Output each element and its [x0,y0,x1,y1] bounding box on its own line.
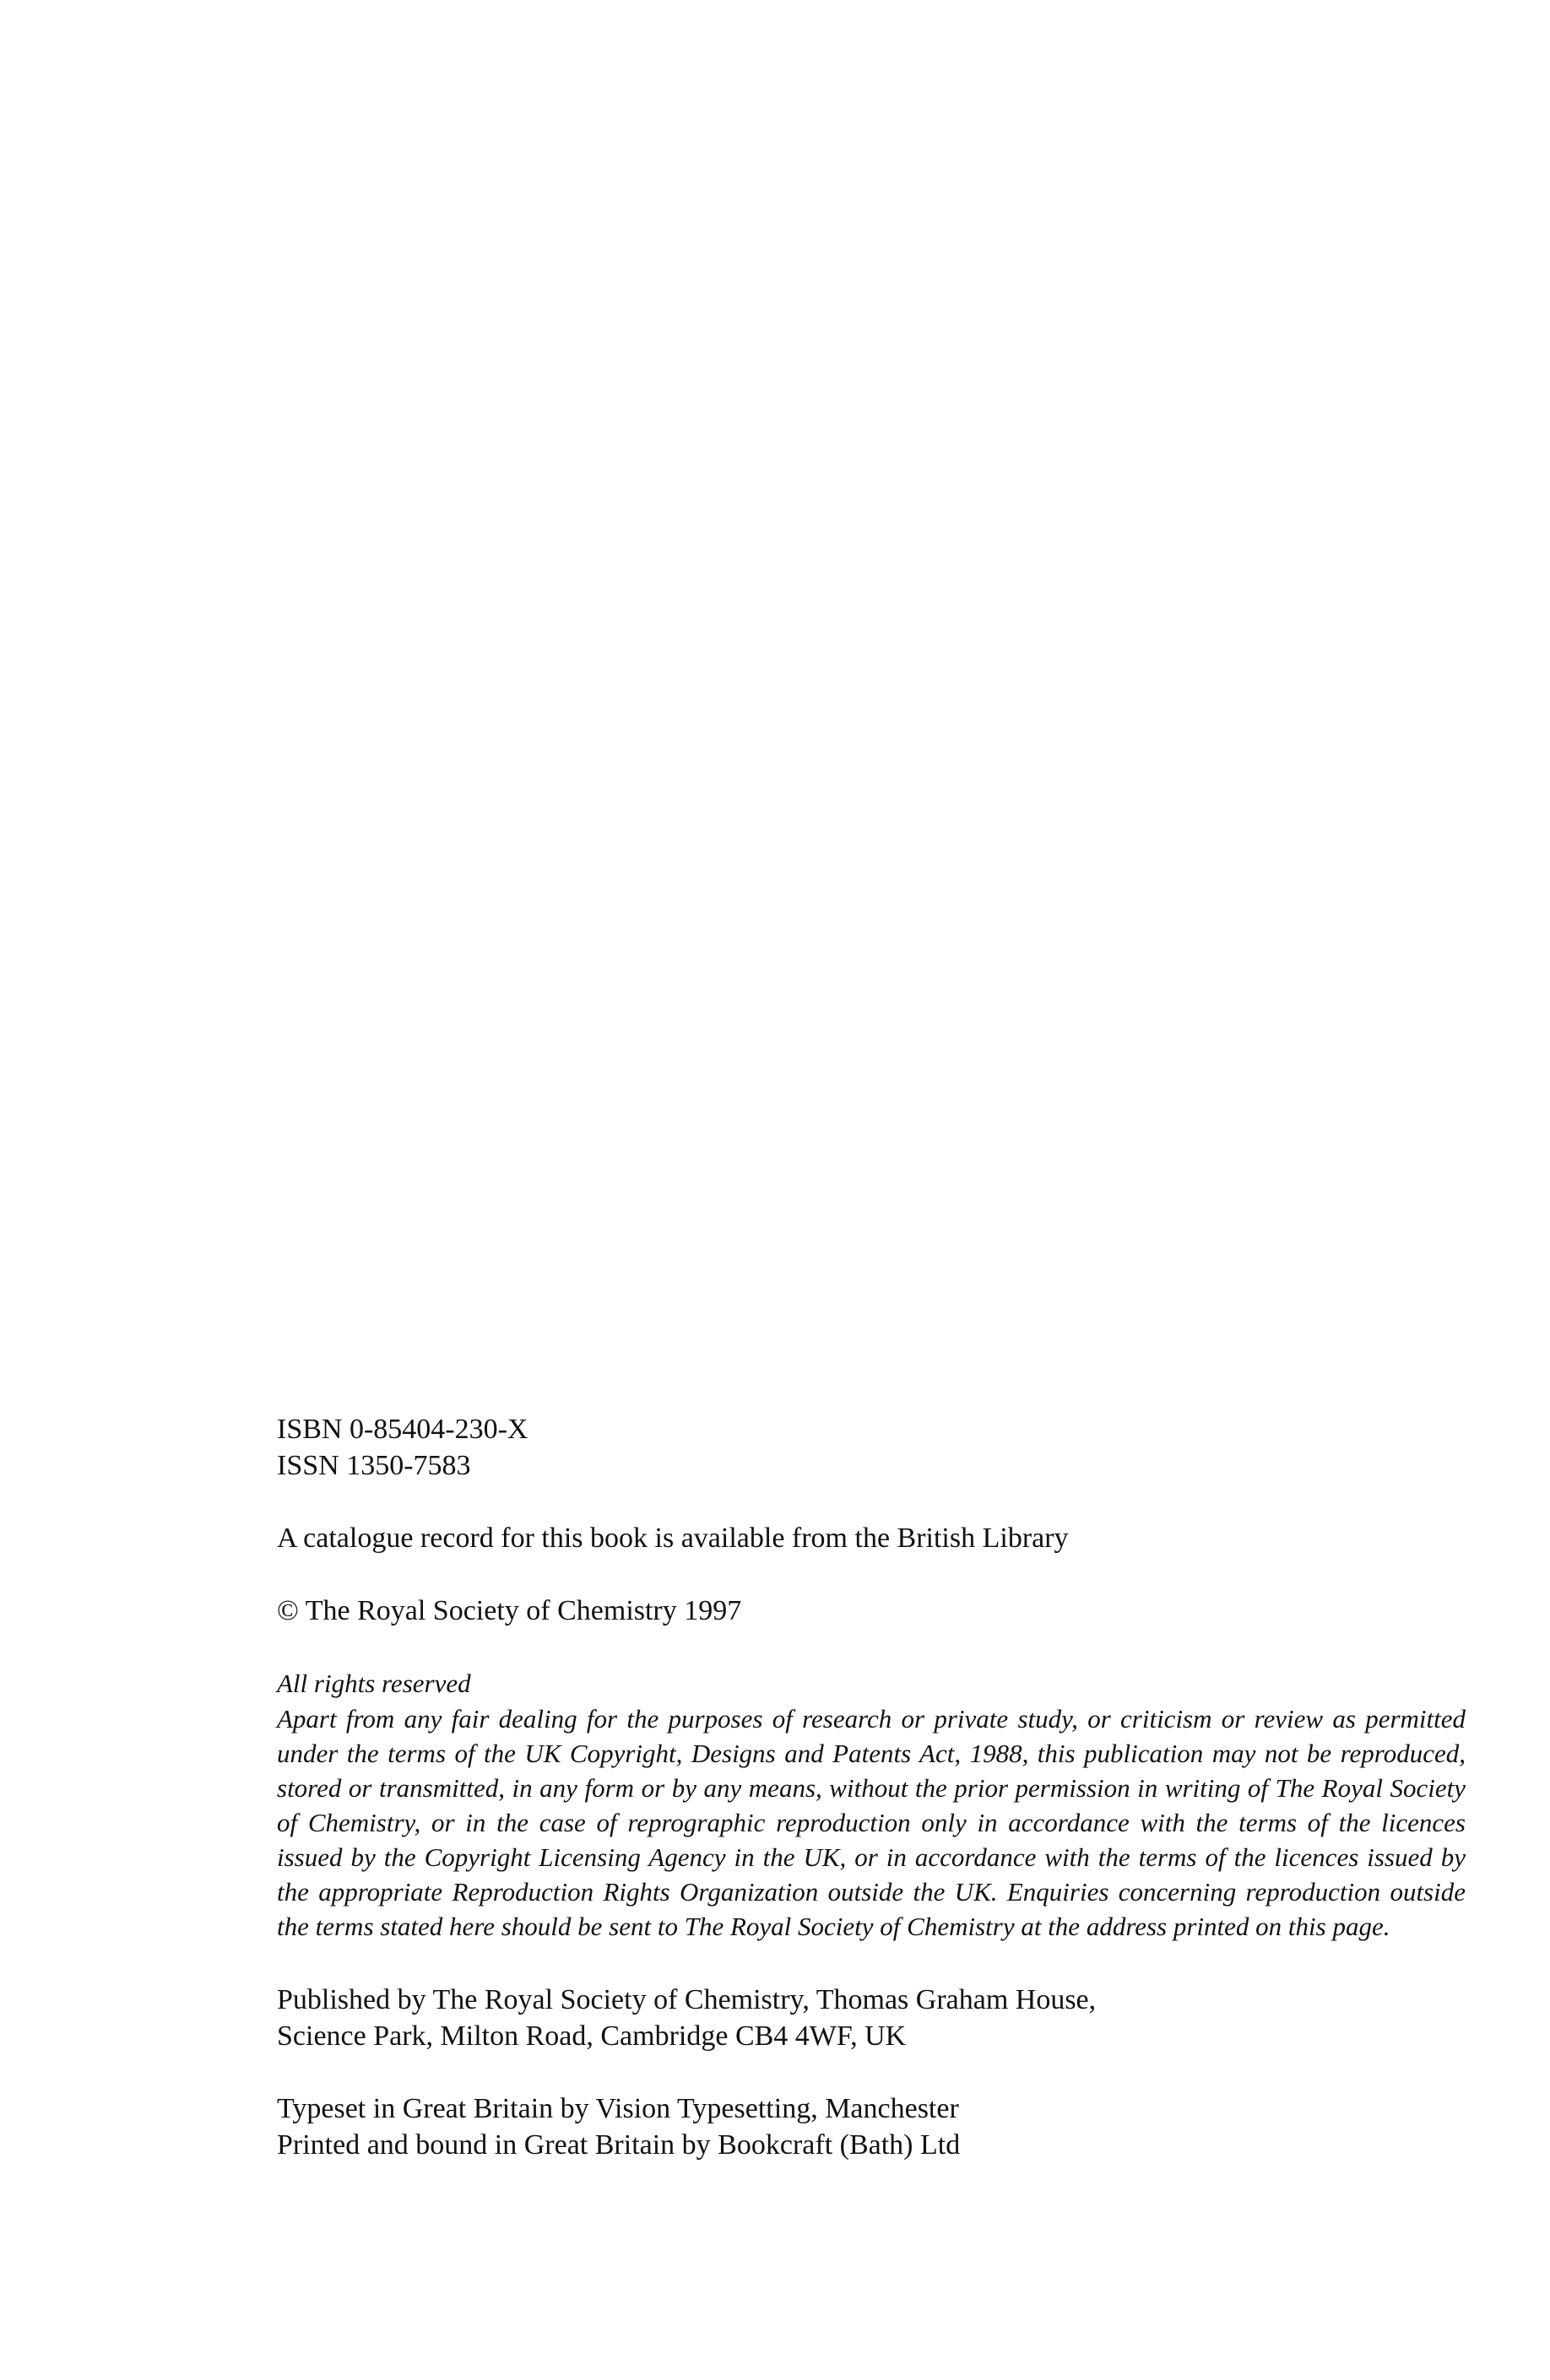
production-credits [277,2091,1476,2163]
issn-line: ISSN 1350-7583 [277,1450,471,1481]
isbn-line: ISBN 0-85404-230-X [277,1414,528,1445]
publisher-line-2: Science Park, Milton Road, Cambridge CB4 4WF, UK [277,2020,907,2052]
rights-body: Apart from any fair dealing for the purposes of research or private study, or criticism or review as permitted under the terms of the UK Copyright, Designs and Patents Act, 1988, this publication may not be reproduced, stored or transmitted, in any form or by any means, without the prior permission in writing of The Royal Society of Chemistry, or in the case of reprographic reproduction only in accordance with the terms of the licences issued by the Copyright Licensing Agency in the UK, or in accordance with the terms of the licences issued by the appropriate Reproduction Rights Organization outside the UK. Enquiries concerning reproduction outside the terms stated here should be sent to The Royal Society of Chemistry at the address printed on this page. [277,1704,1466,1941]
printer-credit: Printed and bound in Great Britain by Bookcraft (Bath) Ltd [277,2129,961,2161]
typeset-credit: Typeset in Great Britain by Vision Typesetting, Manchester [277,2093,959,2124]
rights-heading: All rights reserved [277,1669,471,1698]
publisher-address [277,1982,1476,2054]
catalogue-record-notice: A catalogue record for this book is available from the British Library [277,1523,1069,1554]
rights-statement [277,1665,1476,1944]
publisher-line-1: Published by The Royal Society of Chemistry, Thomas Graham House, [277,1984,1097,2015]
copyright-notice: © The Royal Society of Chemistry 1997 [277,1595,742,1626]
imprint-block [277,1411,1476,2163]
